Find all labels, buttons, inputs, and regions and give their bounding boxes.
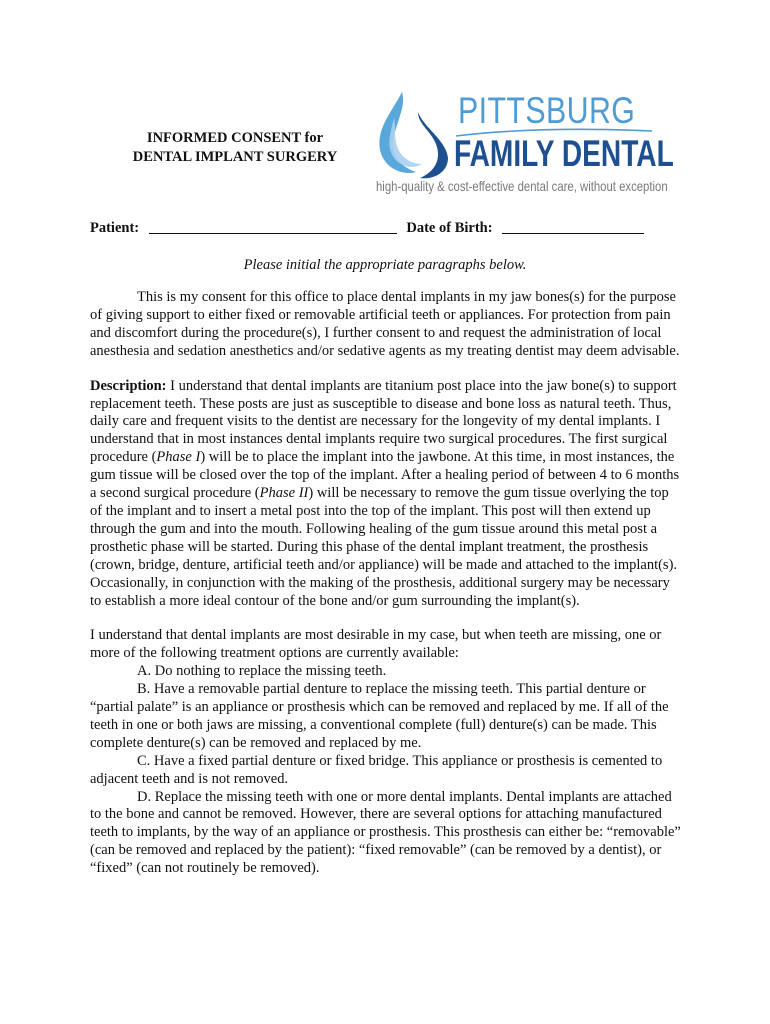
title-line-1: INFORMED CONSENT for — [146, 130, 324, 146]
water-drop-icon — [372, 88, 462, 180]
consent-body — [90, 289, 682, 878]
patient-name-field[interactable] — [149, 219, 397, 234]
description-label: Description: — [90, 377, 167, 394]
options-intro: I understand that dental implants are most desirable in my case, but when teeth are missing, one or more of the following treatment options are currently available: — [90, 627, 662, 662]
description-text-3: ) will be necessary to remove the gum tissue overlying the top of the implant and to insert a metal post into the top of the implant. This post will then extend up through the gum and into the mouth. Following healing of the gum tissue around this metal post a prosthetic phase will be started. During this phase of the dental implant treatment, the prosthesis (crown, bridge, denture, artificial teeth and/or appliance) will be made and attached to the implant(s). Occasionally, in conjunction with the making of the prosthesis, additional surgery may be necessary to establish a more ideal contour of the bone and/or gum surrounding the implant(s). — [90, 485, 678, 609]
practice-logo — [372, 88, 672, 198]
description-text-2: ) will be to place the implant into the jawbone. At this time, in most instances, the gum tissue will be closed over the top of the implant. After a healing period of between 4 to 6 months a second surgical procedure ( — [90, 449, 680, 502]
patient-label: Patient: — [90, 220, 140, 236]
document-title — [100, 129, 370, 167]
instruction-text: Please initial the appropriate paragraphs below. — [243, 257, 527, 273]
phase-two-label: Phase II — [259, 485, 309, 502]
logo-tagline: high-quality & cost-effective dental care, without exception — [376, 178, 668, 194]
option-a: A. Do nothing to replace the missing teeth. — [137, 663, 387, 680]
consent-paragraph: This is my consent for this office to place dental implants in my jaw bones(s) for the purpose of giving support to either fixed or removable artificial teeth or appliances. For protection from pain and discomfort during the procedure(s), I further consent to and request the administration of local anesthesia and sedation anesthetics and/or sedative agents as my treating dentist may deem advisable. — [90, 289, 680, 359]
option-c: C. Have a fixed partial denture or fixed bridge. This appliance or prosthesis is cemented to adjacent teeth and is not removed. — [90, 752, 663, 787]
title-line-2: DENTAL IMPLANT SURGERY — [132, 149, 338, 165]
dob-label: Date of Birth: — [406, 220, 493, 236]
brand-name-line-1: PITTSBURG — [458, 90, 636, 131]
description-text-1: I understand that dental implants are titanium post place into the jaw bone(s) to support replacement teeth. These posts are just as susceptible to disease and bone loss as natural teeth. Thus, daily care and frequent visits to the dentist are necessary for the longevity of my dental implants. I understand that in most instances dental implants require two surgical procedures. The first surgical procedure ( — [90, 377, 677, 466]
option-d: D. Replace the missing teeth with one or more dental implants. Dental implants are attached to the bone and cannot be removed. However, there are several options for attaching manufactured teeth to implants, by the way of an appliance or prosthesis. This prosthesis can either be: “removable” (can be removed and replaced by the patient): “fixed removable” (can be removed by a dentist), or “fixed” (can not routinely be removed). — [90, 788, 681, 877]
option-b: B. Have a removable partial denture to replace the missing teeth. This partial denture or “partial palate” is an appliance or prosthesis which can be removed and replaced by me. If all of the teeth in one or both jaws are missing, a conventional complete (full) denture(s) can be made. This complete denture(s) can be removed and replaced by me. — [90, 681, 669, 751]
description-paragraph — [90, 378, 682, 611]
dob-field[interactable] — [502, 219, 644, 234]
phase-one-label: Phase I — [156, 449, 201, 466]
patient-info-row — [90, 218, 690, 238]
brand-name-line-2: FAMILY DENTAL — [454, 133, 674, 174]
